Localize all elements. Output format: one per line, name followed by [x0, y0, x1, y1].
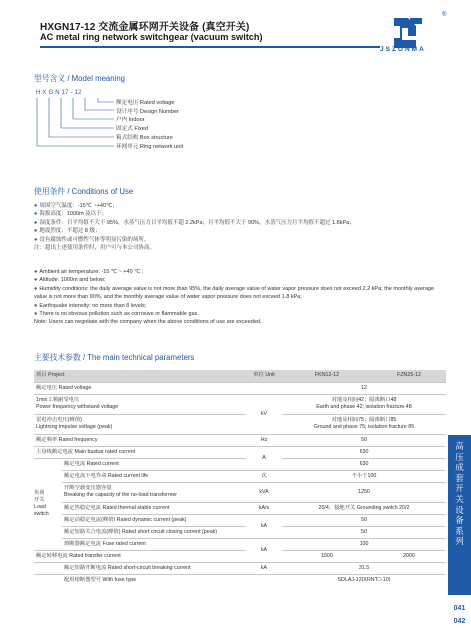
page-number: 042	[453, 618, 466, 625]
conditions-en-note: Note: Users can negotiate with the company when the above conditions of use are exceeded.	[34, 319, 262, 326]
list-item: ● 地震烈度：不超过 8 级；	[34, 228, 101, 235]
table-row: 1min工频耐受电压 Power frequency withstand voltage kV 对地及相间42；隔离断口48 Earth and phase 42; isolation fracture 48	[34, 394, 446, 414]
brand-name: JSZONMA	[380, 46, 426, 53]
page-subtitle: AC metal ring network switchgear (vacuum switch)	[40, 32, 263, 42]
model-code: H X G N 17 - 12	[36, 90, 82, 96]
list-item: ● 没有腐蚀性或可燃性气体等明显污染的场所。	[34, 236, 150, 243]
model-label-voltage: 额定电压 Rated voltage	[116, 100, 175, 106]
registered-mark: ®	[442, 12, 447, 18]
table-row: 额定电流下电寿命 Rated current life 次 不小于100	[34, 470, 446, 482]
table-row: 额定热稳定电流 Rated thermal stable current kA/s 20/4；接地开关 Grounding switch 20/2	[34, 502, 446, 514]
table-header-cell: 单位 Unit	[246, 370, 282, 382]
model-label-design: 设计序号 Design Number	[116, 109, 179, 115]
list-item: ● Ambient air temperature: -15 ℃ ~ +40 ℃ ;	[34, 269, 144, 275]
model-label-indoor: 户内 Indoor	[116, 117, 145, 123]
table-row: 额定短路关合电流(峰值) Rated short circuit closing current (peak) 50	[34, 526, 446, 538]
list-item: ● Altitude: 1000m and below;	[34, 277, 106, 284]
list-item: ● Earthquake intensity: no more than 8 levels;	[34, 302, 147, 309]
table-header-cell: FKN12-12	[282, 370, 372, 382]
title-divider	[40, 46, 380, 48]
side-category-tab: 高 压 成 套 开 关 设 备 系 列	[448, 435, 471, 595]
list-item: ● 湿度条件：日平均值不大于 95%，水蒸气压力日平均值不超 2.2kPa；月平均值不大于 90%，水蒸气压力月平均值不超过 1.8kPa；	[34, 219, 355, 226]
table-row: 雷电冲击电压(峰值) Lightning impulse voltage (peak) 对地及相间75；隔离断口85 Ground and phase 75; isolation fracture 85	[34, 414, 446, 434]
conditions-cn	[34, 202, 444, 252]
table-row: 额定电压 Rated voltage 12	[34, 382, 446, 394]
table-row: 额定频率 Rated frequency Hz 50	[34, 434, 446, 446]
table-row: 负荷 开关 Load switch 额定电流 Rated current 630	[34, 458, 446, 470]
params-heading: 主要技术参数 / The main technical parameters	[34, 353, 195, 362]
table-header-row	[34, 370, 446, 382]
page-title: HXGN17-12 交流金属环网开关设备 (真空开关)	[40, 22, 250, 33]
conditions-en	[34, 268, 444, 327]
model-heading: 型号含义 / Model meaning	[34, 74, 125, 83]
model-label-fixed: 固定式 Fixed	[116, 126, 149, 132]
table-header-cell: 项目 Project	[34, 370, 246, 382]
conditions-cn-note: 注：超出上述使用条件时，用户可与本公司协商。	[34, 245, 156, 252]
list-item: ● Humidity conditions: the daily average value is not more than 95%, the daily average value of water vapor pressure does not exceed 2.2 kPa; the monthly average value is not more than 90%, and the monthly average value of water vapor pressure does not exceed 1.8 kPa;	[34, 285, 435, 301]
list-item: ● There is no obvious pollution such as corrosive or flammable gas.	[34, 311, 199, 318]
table-row: 额定转移电流 Rated transfer current 1500 2000	[34, 550, 446, 562]
params-table	[34, 370, 446, 586]
conditions-heading: 使用条件 / Conditions of Use	[34, 187, 134, 196]
table-row: 开断空载变压器容量 Breaking the capacity of the no-load transformer kVA 1250	[34, 482, 446, 502]
table-row: 配用熔断器型号 With fuse type SDLAJ-12(XRNT□-10)	[34, 574, 446, 586]
list-item: ● 周围空气温度：-15℃ ~+40℃；	[34, 203, 118, 209]
page-number: 041	[453, 605, 466, 612]
table-row: 额定短路开断电流 Rated short-circuit breaking current kA 31.5	[34, 562, 446, 574]
model-label-box: 箱式结构 Box structure	[116, 135, 173, 141]
table-row: 熔断器额定电流 Fuse rated current kA 100	[34, 538, 446, 550]
load-switch-group-label: 负荷 开关 Load switch	[34, 458, 62, 550]
model-label-ring: 环网单元 Ring network unit	[116, 144, 184, 150]
table-header-cell: FZN25-12	[372, 370, 446, 382]
list-item: ● 海拔高度：1000m 及以下；	[34, 211, 108, 218]
table-row: 额定动稳定电流(峰值) Rated dynamic current (peak) kA 50	[34, 514, 446, 526]
table-row: 主母线额定电流 Main busbar rated current A 630	[34, 446, 446, 458]
